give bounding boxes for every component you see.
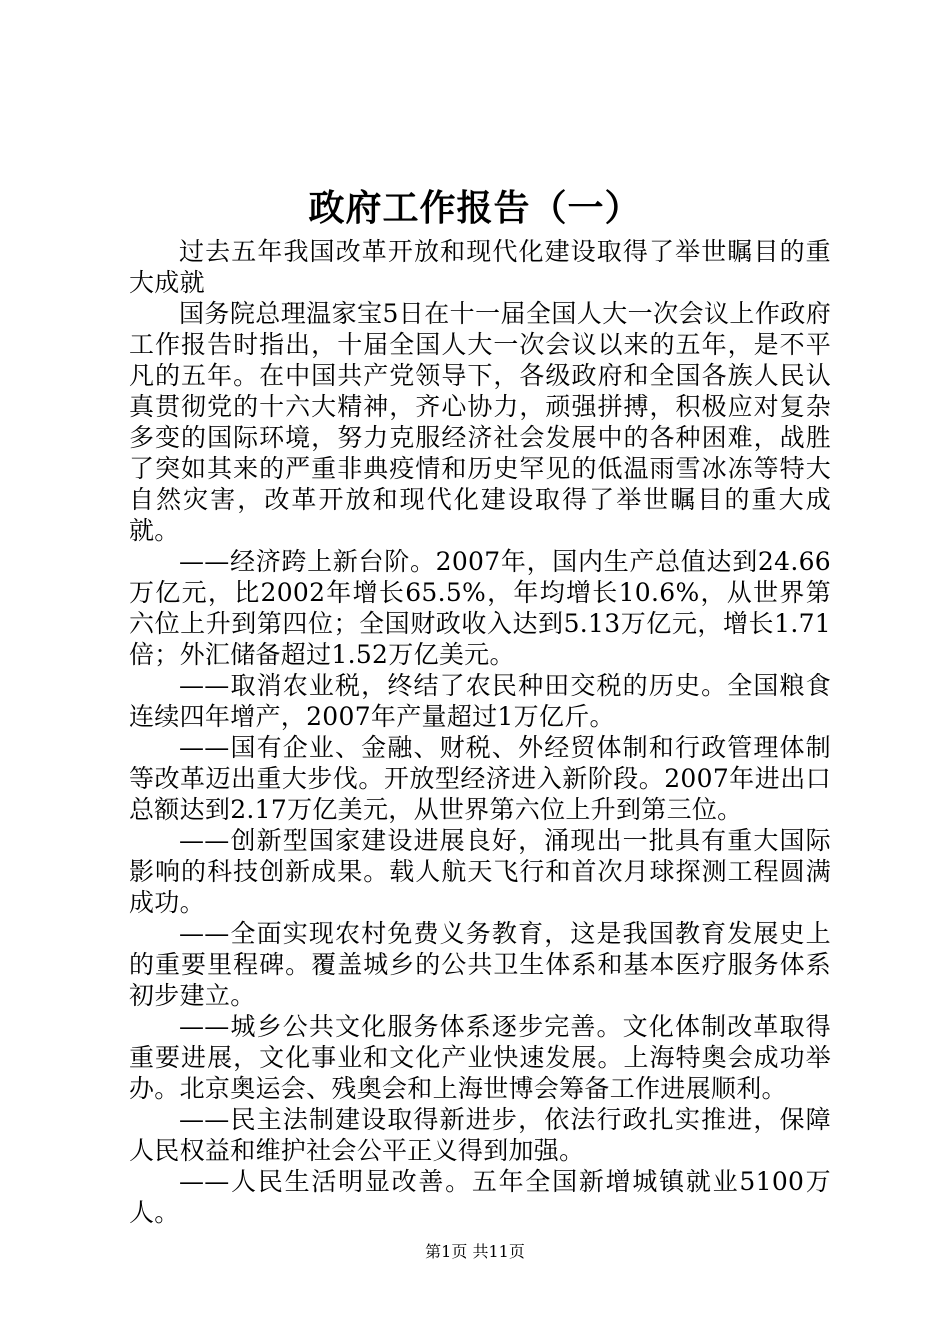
page-number: 第1页	[425, 1242, 468, 1261]
document-body	[129, 236, 831, 1228]
paragraph-economy: ——经济跨上新台阶。2007年，国内生产总值达到24.66万亿元，比2002年增长65.5%，年均增长10.6%，从世界第六位上升到第四位；全国财政收入达到5.13万亿元，增长1.71倍；外汇储备超过1.52万亿美元。	[129, 547, 831, 669]
paragraph-livelihood: ——人民生活明显改善。五年全国新增城镇就业5100万人。	[129, 1167, 831, 1227]
paragraph-reform: ——国有企业、金融、财税、外经贸体制和行政管理体制等改革迈出重大步伐。开放型经济进入新阶段。2007年进出口总额达到2.17万亿美元，从世界第六位上升到第三位。	[129, 733, 831, 824]
paragraph-intro: 国务院总理温家宝5日在十一届全国人大一次会议上作政府工作报告时指出，十届全国人大一次会议以来的五年，是不平凡的五年。在中国共产党领导下，各级政府和全国各族人民认真贯彻党的十六大精神，齐心协力，顽强拼搏，积极应对复杂多变的国际环境，努力克服经济社会发展中的各种困难，战胜了突如其来的严重非典疫情和历史罕见的低温雨雪冰冻等特大自然灾害，改革开放和现代化建设取得了举世瞩目的重大成就。	[129, 299, 831, 545]
paragraph-innovation: ——创新型国家建设进展良好，涌现出一批具有重大国际影响的科技创新成果。载人航天飞行和首次月球探测工程圆满成功。	[129, 826, 831, 917]
paragraph-education: ——全面实现农村免费义务教育，这是我国教育发展史上的重要里程碑。覆盖城乡的公共卫生体系和基本医疗服务体系初步建立。	[129, 919, 831, 1010]
paragraph-agriculture: ——取消农业税，终结了农民种田交税的历史。全国粮食连续四年增产，2007年产量超过1万亿斤。	[129, 671, 831, 731]
page-footer	[0, 1240, 950, 1264]
paragraph-culture: ——城乡公共文化服务体系逐步完善。文化体制改革取得重要进展，文化事业和文化产业快速发展。上海特奥会成功举办。北京奥运会、残奥会和上海世博会筹备工作进展顺利。	[129, 1012, 831, 1103]
paragraph-democracy: ——民主法制建设取得新进步，依法行政扎实推进，保障人民权益和维护社会公平正义得到加强。	[129, 1105, 831, 1165]
document-title: 政府工作报告（一）	[308, 187, 642, 229]
paragraph-subtitle: 过去五年我国改革开放和现代化建设取得了举世瞩目的重大成就	[129, 237, 831, 297]
page-total: 共11页	[472, 1242, 525, 1261]
